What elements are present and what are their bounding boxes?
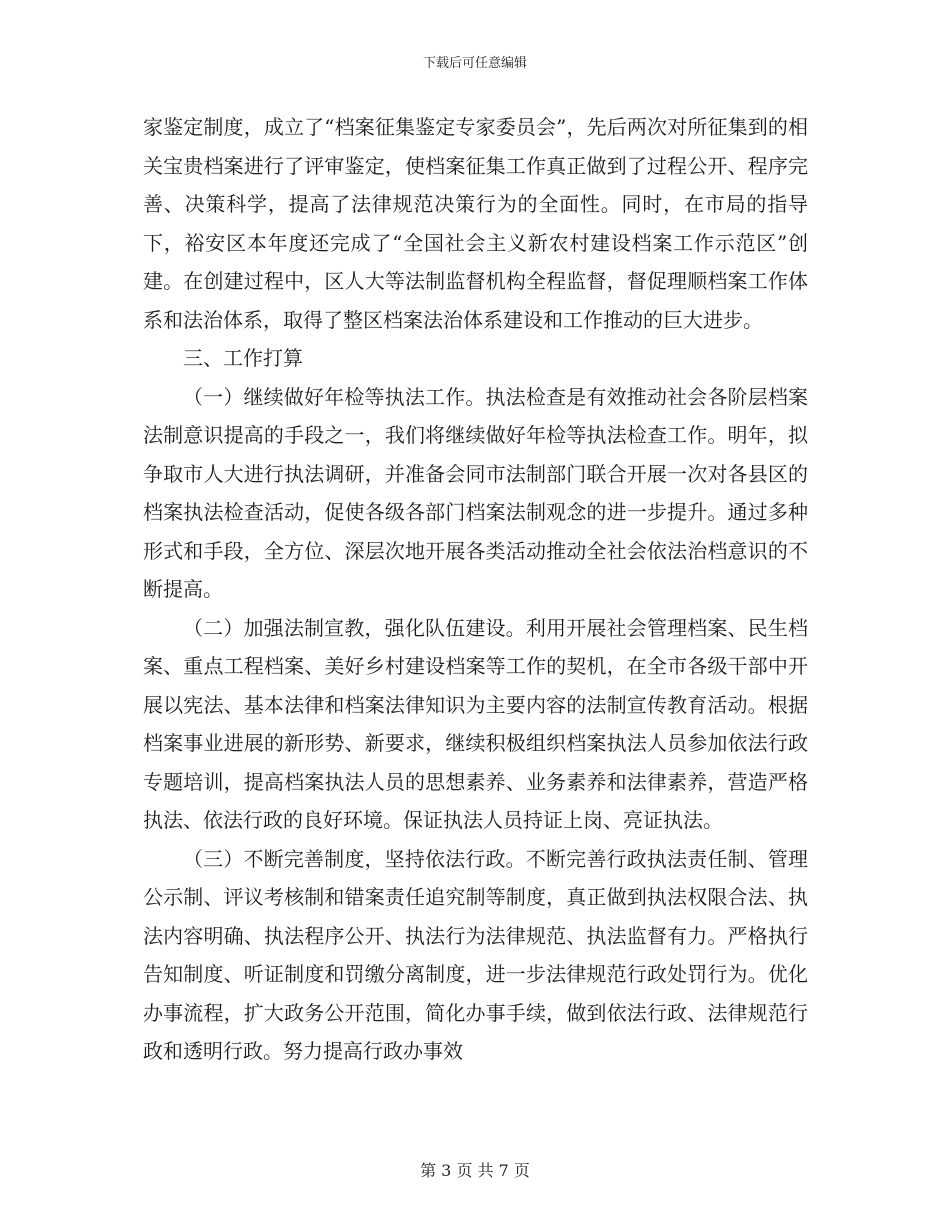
document-body <box>143 108 808 1071</box>
paragraph-plan-1: （一）继续做好年检等执法工作。执法检查是有效推动社会各阶层档案法制意识提高的手段之一，我们将继续做好年检等执法检查工作。明年，拟争取市人大进行执法调研，并准备会同市法制部门联合开展一次对各县区的档案执法检查活动，促使各级各部门档案法制观念的进一步提升。通过多种形式和手段，全方位、深层次地开展各类活动推动全社会依法治档意识的不断提高。 <box>143 384 808 601</box>
paragraph-plan-2: （二）加强法制宣教，强化队伍建设。利用开展社会管理档案、民生档案、重点工程档案、美好乡村建设档案等工作的契机，在全市各级干部中开展以宪法、基本法律和档案法律知识为主要内容的法制宣传教育活动。根据档案事业进展的新形势、新要求，继续积极组织档案执法人员参加依法行政专题培训，提高档案执法人员的思想素养、业务素养和法律素养，营造严格执法、依法行政的良好环境。保证执法人员持证上岗、亮证执法。 <box>143 615 808 832</box>
page-header: 下载后可任意编辑 <box>422 56 527 71</box>
page-footer: 第 3 页 共 7 页 <box>420 1161 530 1180</box>
paragraph-plan-3: （三）不断完善制度，坚持依法行政。不断完善行政执法责任制、管理公示制、评议考核制和错案责任追究制等制度，真正做到执法权限合法、执法内容明确、执法程序公开、执法行为法律规范、执法监督有力。严格执行告知制度、听证制度和罚缴分离制度，进一步法律规范行政处罚行为。优化办事流程，扩大政务公开范围，简化办事手续，做到依法行政、法律规范行政和透明行政。努力提高行政办事效 <box>143 846 808 1063</box>
paragraph-archive-appraisal: 家鉴定制度，成立了“档案征集鉴定专家委员会”，先后两次对所征集到的相关宝贵档案进行了评审鉴定，使档案征集工作真正做到了过程公开、程序完善、决策科学，提高了法律规范决策行为的全面性。同时，在市局的指导下，裕安区本年度还完成了“全国社会主义新农村建设档案工作示范区”创建。在创建过程中，区人大等法制监督机构全程监督，督促理顺档案工作体系和法治体系，取得了整区档案法治体系建设和工作推动的巨大进步。 <box>143 115 808 332</box>
section-heading-work-plan: 三、工作打算 <box>183 346 303 370</box>
